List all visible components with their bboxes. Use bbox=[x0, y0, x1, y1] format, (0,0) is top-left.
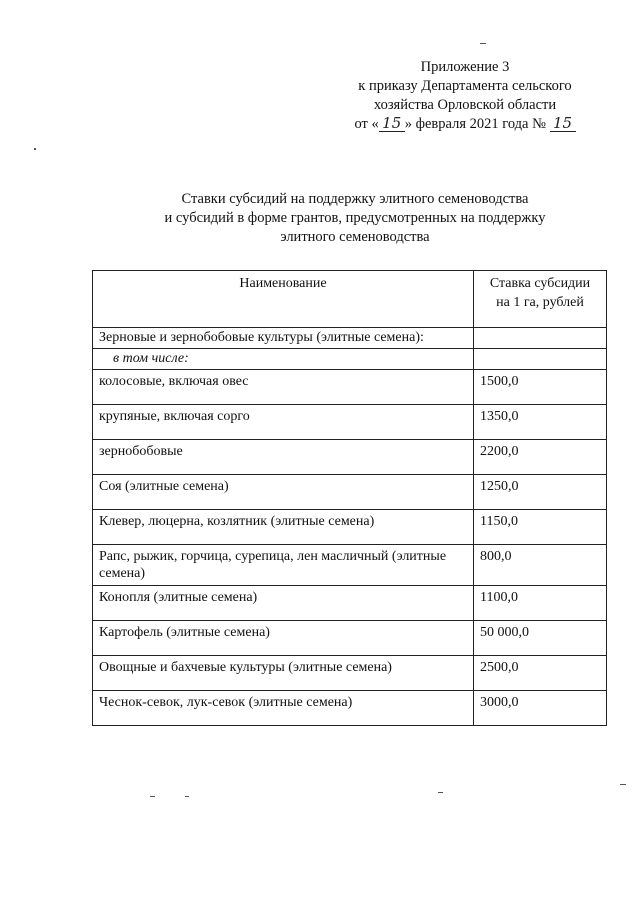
scan-speck bbox=[620, 784, 626, 785]
crop-name: зернобобовые bbox=[93, 440, 474, 475]
header-rate-line-2: на 1 га, рублей bbox=[496, 295, 584, 310]
crop-rate: 50 000,0 bbox=[474, 621, 607, 656]
scan-speck bbox=[150, 796, 155, 797]
date-day-handwritten: 15 bbox=[379, 116, 405, 132]
appendix-block bbox=[340, 58, 590, 134]
crop-name: колосовые, включая овес bbox=[93, 370, 474, 405]
order-number-handwritten: 15 bbox=[550, 116, 576, 132]
table-row bbox=[93, 440, 607, 475]
scan-speck bbox=[185, 796, 189, 797]
table-row bbox=[93, 475, 607, 510]
header-name: Наименование bbox=[93, 271, 474, 328]
header-rate bbox=[474, 271, 607, 328]
crop-rate: 1100,0 bbox=[474, 586, 607, 621]
crop-rate: 1500,0 bbox=[474, 370, 607, 405]
crop-rate: 3000,0 bbox=[474, 691, 607, 726]
table-row bbox=[93, 621, 607, 656]
table-row bbox=[93, 586, 607, 621]
group-row bbox=[93, 328, 607, 349]
date-prefix: от « bbox=[354, 116, 379, 132]
crop-name: Конопля (элитные семена) bbox=[93, 586, 474, 621]
title-line-2: и субсидий в форме грантов, предусмотренных на поддержку bbox=[164, 210, 546, 226]
appendix-department: хозяйства Орловской области bbox=[373, 97, 557, 113]
table-row bbox=[93, 545, 607, 586]
table-row bbox=[93, 370, 607, 405]
appendix-order-ref: к приказу Департамента сельского bbox=[358, 78, 572, 94]
subsidy-rates-table bbox=[92, 270, 607, 726]
table-row bbox=[93, 510, 607, 545]
table-header-row bbox=[93, 271, 607, 328]
subgroup-rate-empty bbox=[474, 349, 607, 370]
crop-name: Чеснок-севок, лук-севок (элитные семена) bbox=[93, 691, 474, 726]
title-line-1: Ставки субсидий на поддержку элитного семеноводства bbox=[181, 191, 529, 207]
crop-name: Овощные и бахчевые культуры (элитные семена) bbox=[93, 656, 474, 691]
table-row bbox=[93, 691, 607, 726]
crop-rate: 1350,0 bbox=[474, 405, 607, 440]
table-row bbox=[93, 656, 607, 691]
group-label: Зерновые и зернобобовые культуры (элитные семена): bbox=[93, 328, 474, 349]
title-line-3: элитного семеноводства bbox=[280, 229, 430, 245]
scan-speck bbox=[438, 792, 443, 793]
table-row bbox=[93, 405, 607, 440]
appendix-title: Приложение 3 bbox=[420, 59, 510, 75]
document-title bbox=[120, 190, 590, 247]
crop-rate: 2500,0 bbox=[474, 656, 607, 691]
crop-name: Рапс, рыжик, горчица, сурепица, лен масличный (элитные семена) bbox=[93, 545, 474, 586]
crop-rate: 2200,0 bbox=[474, 440, 607, 475]
crop-rate: 1250,0 bbox=[474, 475, 607, 510]
appendix-date-line bbox=[340, 115, 590, 134]
crop-rate: 1150,0 bbox=[474, 510, 607, 545]
crop-name: Клевер, люцерна, козлятник (элитные семена) bbox=[93, 510, 474, 545]
group-rate-empty bbox=[474, 328, 607, 349]
crop-name: Картофель (элитные семена) bbox=[93, 621, 474, 656]
crop-name: крупяные, включая сорго bbox=[93, 405, 474, 440]
crop-name: Соя (элитные семена) bbox=[93, 475, 474, 510]
date-middle: » февраля 2021 года № bbox=[404, 116, 546, 132]
scan-speck bbox=[480, 43, 486, 44]
subgroup-row bbox=[93, 349, 607, 370]
scan-speck bbox=[34, 148, 36, 150]
header-rate-line-1: Ставка субсидии bbox=[489, 276, 591, 291]
crop-rate: 800,0 bbox=[474, 545, 607, 586]
subgroup-label: в том числе: bbox=[93, 349, 474, 370]
